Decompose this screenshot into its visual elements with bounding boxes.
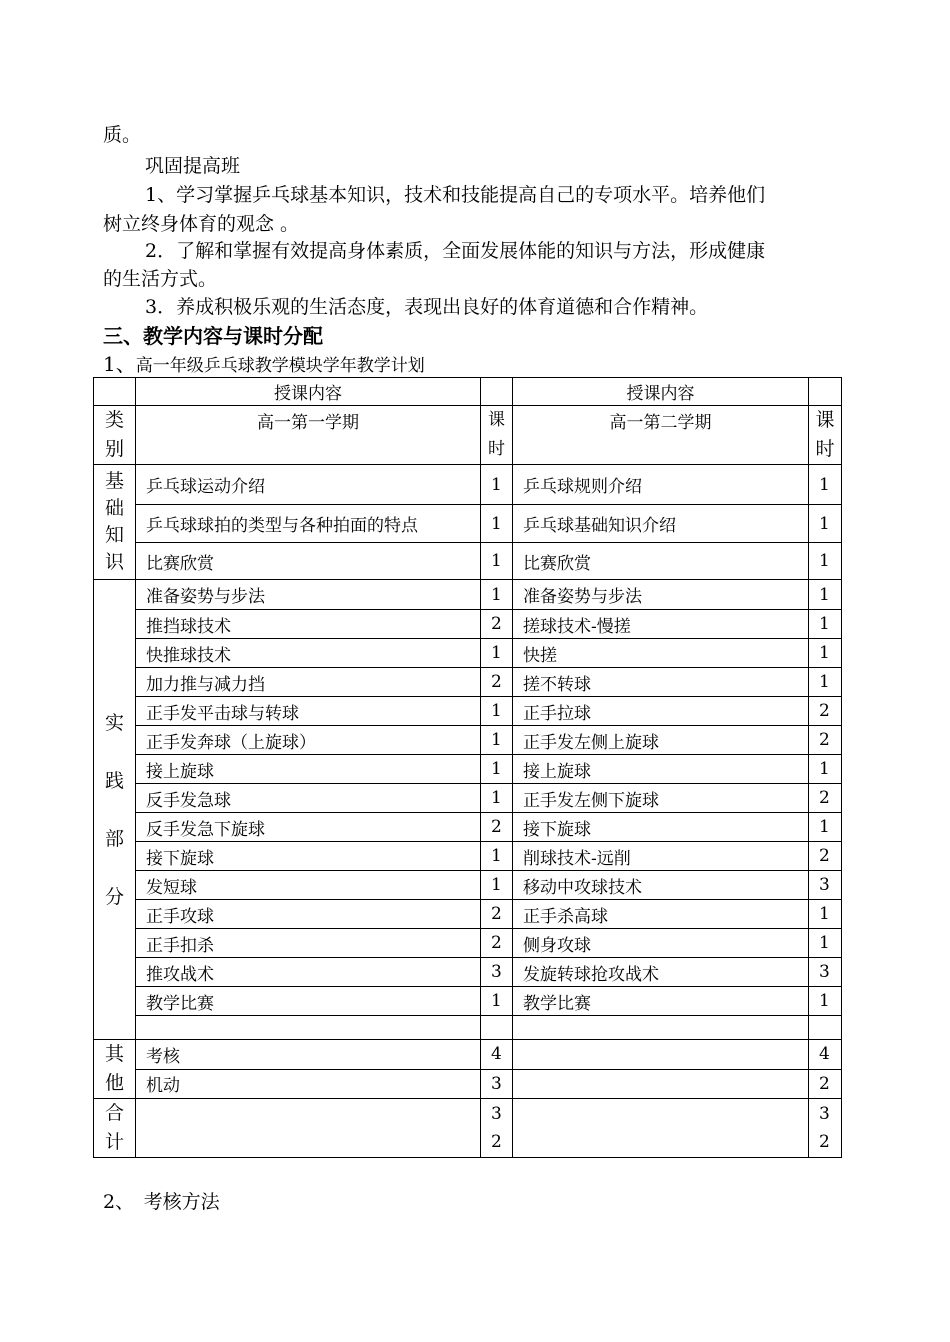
table-row: [94, 465, 842, 505]
term2-hours: 2: [809, 697, 842, 726]
term2-hours: 1: [809, 639, 842, 668]
term2-hours: 2: [809, 784, 842, 813]
term2-hours: 1: [809, 755, 842, 784]
table-row-empty: [94, 1016, 842, 1040]
term1-hours: 4: [481, 1040, 513, 1070]
table-row: [94, 958, 842, 987]
term2-item: [513, 1016, 809, 1040]
term1-hours: 2: [481, 610, 513, 639]
term1-hours: 1: [481, 784, 513, 813]
term1-item: 发短球: [136, 871, 481, 900]
category-header: 类 别: [94, 406, 136, 465]
table-row: [94, 813, 842, 842]
section2-title: 2、 考核方法: [103, 1191, 220, 1213]
term2-hours: 2: [809, 842, 842, 871]
term1-hours: 1: [481, 543, 513, 580]
table-row: [94, 639, 842, 668]
term1-item: 反手发急球: [136, 784, 481, 813]
table-row: [94, 580, 842, 610]
term1-item: 正手扣杀: [136, 929, 481, 958]
category-other: 其 他: [94, 1040, 136, 1099]
term1-item: 比赛欣赏: [136, 543, 481, 580]
term2-hours: 2: [809, 726, 842, 755]
term2-item: 移动中攻球技术: [513, 871, 809, 900]
term2-item: 发旋转球抢攻战术: [513, 958, 809, 987]
term1-hours: 2: [481, 668, 513, 697]
table-row: [94, 842, 842, 871]
term2-hours: 1: [809, 610, 842, 639]
term1-hours: [481, 1016, 513, 1040]
term1-hours: 1: [481, 465, 513, 505]
table-row: [94, 929, 842, 958]
term2-header: 高一第二学期: [513, 406, 809, 465]
goal-3: 3．养成积极乐观的生活态度，表现出良好的体育道德和合作精神。: [145, 296, 709, 318]
term2-item: 正手拉球: [513, 697, 809, 726]
term1-hours: 1: [481, 726, 513, 755]
header-blank: [94, 378, 136, 406]
term2-item: 侧身攻球: [513, 929, 809, 958]
category-basic: 基 础 知 识: [94, 465, 136, 580]
term1-item: 正手发奔球（上旋球）: [136, 726, 481, 755]
term2-item: 乒乓球规则介绍: [513, 465, 809, 505]
term1-hours: 3: [481, 958, 513, 987]
table-row: [94, 726, 842, 755]
term1-header: 高一第一学期: [136, 406, 481, 465]
table-total-row: [94, 1099, 842, 1158]
term2-hours: 1: [809, 505, 842, 543]
header-blank: [809, 378, 842, 406]
term1-hours: 1: [481, 755, 513, 784]
category-practice: 实 践 部 分: [94, 580, 136, 1040]
term1-item: 反手发急下旋球: [136, 813, 481, 842]
term1-item: 快推球技术: [136, 639, 481, 668]
table-row: [94, 755, 842, 784]
term1-hours: 2: [481, 900, 513, 929]
term1-item: 教学比赛: [136, 987, 481, 1016]
table-row: [94, 1069, 842, 1099]
term2-hours: 1: [809, 543, 842, 580]
term2-hours: 3: [809, 958, 842, 987]
table-row: [94, 900, 842, 929]
plan-table: [93, 377, 842, 1158]
term2-item: 准备姿势与步法: [513, 580, 809, 610]
table-row: [94, 871, 842, 900]
term2-item: [513, 1069, 809, 1099]
table-title-text: 高一年级乒乓球教学模块学年教学计划: [135, 356, 425, 376]
term2-item: 乒乓球基础知识介绍: [513, 505, 809, 543]
term1-hours: 3: [481, 1069, 513, 1099]
term2-hours: 1: [809, 987, 842, 1016]
table-row: [94, 784, 842, 813]
term2-item: 正手发左侧上旋球: [513, 726, 809, 755]
term1-hours: 1: [481, 987, 513, 1016]
term1-item: 推攻战术: [136, 958, 481, 987]
category-total: 合 计: [94, 1099, 136, 1158]
goal-1-cont: 树立终身体育的观念 。: [103, 213, 300, 235]
term2-item: 削球技术-远削: [513, 842, 809, 871]
goal-1: 1、学习掌握乒乓球基本知识，技术和技能提高自己的专项水平。培养他们: [145, 184, 766, 206]
term2-item: 比赛欣赏: [513, 543, 809, 580]
term2-hours: 4: [809, 1040, 842, 1070]
term1-hours: 1: [481, 871, 513, 900]
term2-hours: 1: [809, 813, 842, 842]
term1-item: 正手攻球: [136, 900, 481, 929]
term1-item: 接上旋球: [136, 755, 481, 784]
term2-total-label: [513, 1099, 809, 1158]
term1-hours: 2: [481, 813, 513, 842]
term2-hours: 1: [809, 668, 842, 697]
term2-item: 正手杀高球: [513, 900, 809, 929]
term2-item: 接下旋球: [513, 813, 809, 842]
term2-hours: 3: [809, 871, 842, 900]
term2-item: 接上旋球: [513, 755, 809, 784]
term1-item: 接下旋球: [136, 842, 481, 871]
term2-item: 搓不转球: [513, 668, 809, 697]
term1-hours: 1: [481, 505, 513, 543]
table-row: [94, 697, 842, 726]
text-line: 质。: [103, 124, 142, 146]
term2-hours: 1: [809, 580, 842, 610]
term2-item: [513, 1040, 809, 1070]
term2-item: 教学比赛: [513, 987, 809, 1016]
class-name: 巩固提高班: [145, 155, 241, 177]
term2-hours: 2: [809, 1069, 842, 1099]
term2-hours: 1: [809, 929, 842, 958]
section-title: 三、教学内容与课时分配: [103, 324, 323, 348]
header-blank: [481, 378, 513, 406]
term1-hours: 1: [481, 580, 513, 610]
term1-item: 乒乓球运动介绍: [136, 465, 481, 505]
hours-header-2: 课 时: [809, 406, 842, 465]
term1-item: [136, 1016, 481, 1040]
term2-item: 正手发左侧下旋球: [513, 784, 809, 813]
term1-hours: 1: [481, 697, 513, 726]
header-content-1: 授课内容: [136, 378, 481, 406]
table-title-number: 1、: [103, 352, 136, 376]
table-title: [103, 352, 425, 378]
term1-hours: 1: [481, 639, 513, 668]
term1-item: 正手发平击球与转球: [136, 697, 481, 726]
term1-item: 乒乓球球拍的类型与各种拍面的特点: [136, 505, 481, 543]
term2-hours: 1: [809, 465, 842, 505]
table-row: [94, 1040, 842, 1070]
term1-total-label: [136, 1099, 481, 1158]
table-term-row: [94, 406, 842, 465]
term1-item: 推挡球技术: [136, 610, 481, 639]
term1-item: 加力推与减力挡: [136, 668, 481, 697]
term2-hours: [809, 1016, 842, 1040]
term1-hours: 2: [481, 929, 513, 958]
term1-total-hours: 32: [481, 1099, 513, 1158]
term1-item: 考核: [136, 1040, 481, 1070]
term1-item: 准备姿势与步法: [136, 580, 481, 610]
table-row: [94, 505, 842, 543]
goal-2: 2．了解和掌握有效提高身体素质，全面发展体能的知识与方法，形成健康: [145, 240, 766, 262]
table-row: [94, 610, 842, 639]
term2-total-hours: 32: [809, 1099, 842, 1158]
term2-item: 快搓: [513, 639, 809, 668]
table-row: [94, 668, 842, 697]
term1-item: 机动: [136, 1069, 481, 1099]
term2-item: 搓球技术-慢搓: [513, 610, 809, 639]
header-content-2: 授课内容: [513, 378, 809, 406]
goal-2-cont: 的生活方式。: [103, 268, 218, 290]
hours-header-1: 课时: [481, 406, 513, 465]
term2-hours: 1: [809, 900, 842, 929]
table-header-row: [94, 378, 842, 406]
table-row: [94, 987, 842, 1016]
table-row: [94, 543, 842, 580]
term1-hours: 1: [481, 842, 513, 871]
